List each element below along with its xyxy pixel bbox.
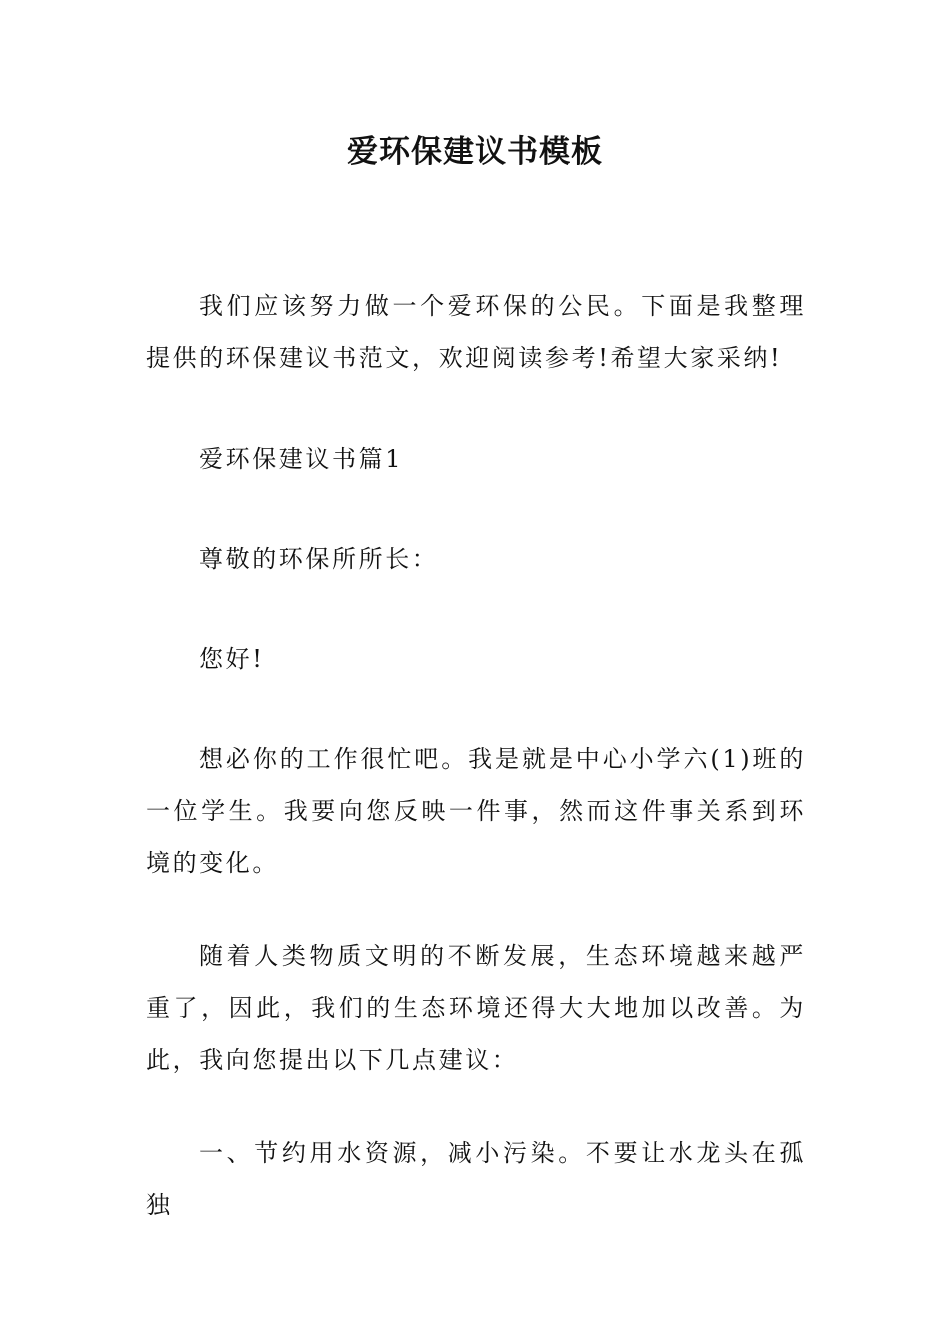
document-title: 爱环保建议书模板	[347, 134, 603, 170]
paragraph-text: 想必你的工作很忙吧。我是就是中心小学六(1)班的一位学生。我要向您反映一件事，然而这件事关系到环境的变化。	[146, 745, 806, 877]
paragraph-text: 我们应该努力做一个爱环保的公民。下面是我整理提供的环保建议书范文，欢迎阅读参考!希望大家采纳!	[146, 292, 806, 372]
paragraph-greeting	[146, 633, 806, 685]
salutation-text: 尊敬的环保所所长：	[199, 545, 439, 573]
paragraph-text: 一、节约用水资源，减小污染。不要让水龙头在孤独	[146, 1139, 806, 1219]
paragraph-background	[146, 930, 806, 1086]
paragraph-intro	[146, 280, 806, 384]
paragraph-salutation	[146, 533, 806, 585]
paragraph-section-heading	[146, 433, 806, 485]
paragraph-self-introduction	[146, 733, 806, 889]
paragraph-suggestion-1	[146, 1127, 806, 1231]
paragraph-text: 随着人类物质文明的不断发展，生态环境越来越严重了，因此，我们的生态环境还得大大地加以改善。为此，我向您提出以下几点建议：	[146, 942, 806, 1074]
section-heading: 爱环保建议书篇1	[199, 445, 404, 473]
greeting-text: 您好!	[199, 645, 265, 673]
